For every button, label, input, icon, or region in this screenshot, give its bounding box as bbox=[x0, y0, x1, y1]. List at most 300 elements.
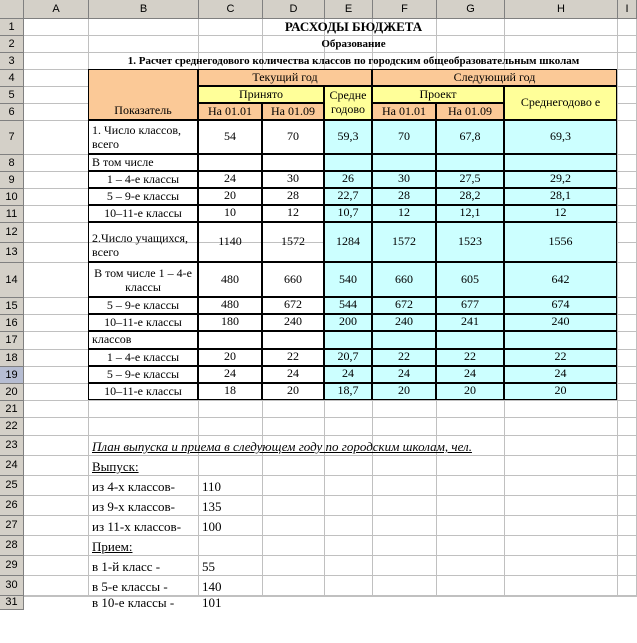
header-project[interactable] bbox=[372, 86, 504, 103]
grid-cell[interactable] bbox=[618, 596, 637, 597]
grid-cell[interactable] bbox=[24, 155, 89, 172]
grid-cell[interactable] bbox=[24, 516, 89, 536]
grid-cell[interactable] bbox=[618, 189, 637, 206]
header-date-01-01-next[interactable] bbox=[372, 103, 436, 120]
table-cell-h-text: 29,2 bbox=[550, 171, 571, 186]
row-header-18[interactable]: 18 bbox=[0, 350, 24, 367]
table-cell-g[interactable] bbox=[436, 205, 504, 222]
grid-cell[interactable] bbox=[618, 121, 637, 155]
table-row-label[interactable] bbox=[88, 297, 198, 314]
grid-cell[interactable] bbox=[89, 418, 199, 436]
grid-cell[interactable] bbox=[24, 456, 89, 476]
grid-cell[interactable] bbox=[437, 418, 505, 436]
grid-cell[interactable] bbox=[618, 401, 637, 418]
row-header-21[interactable]: 21 bbox=[0, 401, 24, 418]
row-header-9[interactable]: 9 bbox=[0, 172, 24, 189]
grid-cell[interactable] bbox=[618, 223, 637, 243]
grid-cell[interactable] bbox=[263, 576, 325, 596]
table-cell-h[interactable] bbox=[504, 314, 617, 331]
grid-cell[interactable] bbox=[618, 516, 637, 536]
table-cell-h[interactable] bbox=[504, 366, 617, 383]
table-cell-c[interactable] bbox=[198, 222, 262, 262]
table-cell-g-text: 677 bbox=[461, 297, 479, 312]
grid-cell[interactable] bbox=[505, 496, 618, 516]
table-row-label[interactable] bbox=[88, 314, 198, 331]
table-cell-h[interactable] bbox=[504, 349, 617, 366]
grid-cell[interactable] bbox=[618, 53, 637, 70]
grid-cell[interactable] bbox=[505, 456, 618, 476]
column-header-b[interactable]: B bbox=[89, 0, 199, 19]
plan-release-11[interactable] bbox=[89, 516, 199, 536]
header-avg-current[interactable] bbox=[324, 86, 372, 120]
grid-cell[interactable] bbox=[325, 456, 373, 476]
column-header-f[interactable]: F bbox=[373, 0, 437, 19]
table-cell-e[interactable] bbox=[324, 222, 372, 262]
table-cell-e-text: 544 bbox=[339, 297, 357, 312]
table-cell-h-text: 12 bbox=[554, 205, 567, 220]
table-row-label-text: 1. Число классов, всего bbox=[92, 123, 181, 152]
table-cell-d[interactable] bbox=[262, 154, 324, 171]
table-cell-c[interactable] bbox=[198, 188, 262, 205]
row-header-24[interactable]: 24 bbox=[0, 456, 24, 476]
table-row-label[interactable] bbox=[88, 331, 198, 349]
grid-cell[interactable] bbox=[437, 456, 505, 476]
grid-cell[interactable] bbox=[325, 536, 373, 556]
table-cell-g[interactable] bbox=[436, 120, 504, 154]
table-cell-g[interactable] bbox=[436, 154, 504, 171]
table-cell-d[interactable] bbox=[262, 120, 324, 154]
table-cell-d[interactable] bbox=[262, 188, 324, 205]
table-row-label[interactable] bbox=[88, 171, 198, 188]
grid-cell[interactable] bbox=[24, 418, 89, 436]
grid-cell[interactable] bbox=[618, 350, 637, 367]
table-cell-c[interactable] bbox=[198, 349, 262, 366]
title-cell[interactable] bbox=[89, 19, 618, 36]
table-cell-g[interactable] bbox=[436, 349, 504, 366]
header-indicator-text: Показатель bbox=[114, 103, 172, 118]
table-cell-g[interactable] bbox=[436, 297, 504, 314]
row-header-1[interactable]: 1 bbox=[0, 19, 24, 36]
select-all-corner[interactable] bbox=[0, 0, 24, 19]
grid-cell[interactable] bbox=[89, 401, 199, 418]
table-cell-c-text: 20 bbox=[224, 349, 236, 364]
grid-cell[interactable] bbox=[24, 87, 89, 104]
grid-cell[interactable] bbox=[263, 596, 325, 597]
grid-cell[interactable] bbox=[505, 516, 618, 536]
table-row-label[interactable] bbox=[88, 120, 198, 154]
grid-cell[interactable] bbox=[24, 263, 89, 298]
plan-admission-10-value[interactable] bbox=[199, 596, 263, 612]
grid-cell[interactable] bbox=[325, 496, 373, 516]
table-cell-e[interactable] bbox=[324, 297, 372, 314]
table-cell-d[interactable] bbox=[262, 366, 324, 383]
plan-title[interactable] bbox=[89, 436, 618, 456]
table-cell-f[interactable] bbox=[372, 366, 436, 383]
section-cell[interactable] bbox=[89, 53, 618, 70]
grid-cell[interactable] bbox=[618, 315, 637, 332]
grid-cell[interactable] bbox=[618, 332, 637, 350]
grid-cell[interactable] bbox=[618, 155, 637, 172]
grid-cell[interactable] bbox=[618, 367, 637, 384]
row-header-7[interactable]: 7 bbox=[0, 121, 24, 155]
row-header-28[interactable]: 28 bbox=[0, 536, 24, 556]
grid-cell[interactable] bbox=[24, 596, 89, 597]
table-cell-f[interactable] bbox=[372, 349, 436, 366]
table-cell-f-text: 24 bbox=[398, 366, 410, 381]
table-cell-h[interactable] bbox=[504, 188, 617, 205]
grid-cell[interactable] bbox=[24, 401, 89, 418]
grid-cell[interactable] bbox=[437, 516, 505, 536]
header-date-01-09-next-text: На 01.09 bbox=[448, 103, 492, 118]
table-row-label[interactable] bbox=[88, 205, 198, 222]
grid-cell[interactable] bbox=[505, 556, 618, 576]
table-row-label[interactable] bbox=[88, 262, 198, 297]
header-date-01-09-current[interactable] bbox=[262, 103, 324, 120]
grid-cell[interactable] bbox=[618, 19, 637, 36]
column-header-h[interactable]: H bbox=[505, 0, 618, 19]
grid-cell[interactable] bbox=[618, 556, 637, 576]
row-header-6[interactable]: 6 bbox=[0, 104, 24, 121]
row-header-27[interactable]: 27 bbox=[0, 516, 24, 536]
grid-cell[interactable] bbox=[373, 516, 437, 536]
table-cell-e[interactable] bbox=[324, 205, 372, 222]
grid-cell[interactable] bbox=[24, 315, 89, 332]
table-cell-c[interactable] bbox=[198, 331, 262, 349]
grid-cell[interactable] bbox=[373, 596, 437, 597]
table-cell-f[interactable] bbox=[372, 331, 436, 349]
table-cell-e[interactable] bbox=[324, 188, 372, 205]
grid-cell[interactable] bbox=[24, 298, 89, 315]
header-indicator[interactable] bbox=[88, 69, 198, 120]
grid-cell[interactable] bbox=[263, 401, 325, 418]
table-cell-f[interactable] bbox=[372, 262, 436, 297]
table-cell-d[interactable] bbox=[262, 222, 324, 262]
header-current-year[interactable] bbox=[198, 69, 372, 86]
table-cell-d[interactable] bbox=[262, 349, 324, 366]
table-cell-g-text: 24 bbox=[464, 366, 476, 381]
table-cell-c[interactable] bbox=[198, 262, 262, 297]
grid-cell[interactable] bbox=[199, 418, 263, 436]
row-header-15[interactable]: 15 bbox=[0, 298, 24, 315]
table-cell-h[interactable] bbox=[504, 222, 617, 262]
grid-cell[interactable] bbox=[24, 189, 89, 206]
table-cell-d-text: 660 bbox=[284, 271, 302, 286]
grid-cell[interactable] bbox=[373, 496, 437, 516]
row-header-13[interactable]: 13 bbox=[0, 243, 24, 263]
plan-release-4[interactable] bbox=[89, 476, 199, 496]
table-cell-e-text: 26 bbox=[342, 171, 354, 186]
row-header-31[interactable]: 31 bbox=[0, 596, 24, 610]
table-cell-c[interactable] bbox=[198, 297, 262, 314]
column-header-c[interactable]: C bbox=[199, 0, 263, 19]
grid-cell[interactable] bbox=[505, 418, 618, 436]
grid-cell[interactable] bbox=[437, 596, 505, 597]
grid-cell[interactable] bbox=[263, 516, 325, 536]
table-cell-h[interactable] bbox=[504, 383, 617, 400]
grid-cell[interactable] bbox=[505, 536, 618, 556]
table-cell-e-text: 18,7 bbox=[337, 383, 359, 398]
grid-cell[interactable] bbox=[325, 418, 373, 436]
table-cell-c[interactable] bbox=[198, 154, 262, 171]
table-cell-e[interactable] bbox=[324, 314, 372, 331]
grid-cell[interactable] bbox=[24, 556, 89, 576]
grid-cell[interactable] bbox=[24, 53, 89, 70]
column-header-e[interactable]: E bbox=[325, 0, 373, 19]
row-header-14[interactable]: 14 bbox=[0, 263, 24, 298]
table-cell-e[interactable] bbox=[324, 154, 372, 171]
grid-cell[interactable] bbox=[618, 536, 637, 556]
grid-cell[interactable] bbox=[263, 556, 325, 576]
row-header-2[interactable]: 2 bbox=[0, 36, 24, 53]
grid-cell[interactable] bbox=[618, 87, 637, 104]
row-header-20[interactable]: 20 bbox=[0, 384, 24, 401]
grid-cell[interactable] bbox=[199, 536, 263, 556]
table-cell-e[interactable] bbox=[324, 120, 372, 154]
grid-cell[interactable] bbox=[263, 536, 325, 556]
row-header-4[interactable]: 4 bbox=[0, 70, 24, 87]
header-next-year[interactable] bbox=[372, 69, 617, 86]
plan-release-11-value[interactable] bbox=[199, 516, 263, 536]
grid-cell[interactable] bbox=[437, 576, 505, 596]
grid-cell[interactable] bbox=[437, 536, 505, 556]
header-date-01-09-next[interactable] bbox=[436, 103, 504, 120]
grid-cell[interactable] bbox=[24, 36, 89, 53]
table-cell-c[interactable] bbox=[198, 314, 262, 331]
table-row-label[interactable] bbox=[88, 366, 198, 383]
row-header-12[interactable]: 12 bbox=[0, 223, 24, 243]
table-cell-d[interactable] bbox=[262, 314, 324, 331]
grid-cell[interactable] bbox=[325, 516, 373, 536]
grid-cell[interactable] bbox=[325, 576, 373, 596]
grid-cell[interactable] bbox=[618, 206, 637, 223]
grid-cell[interactable] bbox=[437, 496, 505, 516]
grid-cell[interactable] bbox=[618, 263, 637, 298]
grid-cell[interactable] bbox=[24, 243, 89, 263]
plan-admission-label[interactable] bbox=[89, 536, 199, 556]
grid-cell[interactable] bbox=[199, 456, 263, 476]
table-cell-h[interactable] bbox=[504, 120, 617, 154]
table-cell-d[interactable] bbox=[262, 383, 324, 400]
table-cell-f[interactable] bbox=[372, 205, 436, 222]
table-cell-f[interactable] bbox=[372, 188, 436, 205]
grid-cell[interactable] bbox=[24, 350, 89, 367]
grid-cell[interactable] bbox=[373, 556, 437, 576]
grid-cell[interactable] bbox=[618, 70, 637, 87]
grid-cell[interactable] bbox=[24, 576, 89, 596]
table-row-label-text: 10–11-е классы bbox=[104, 205, 182, 220]
grid-cell[interactable] bbox=[263, 496, 325, 516]
table-cell-f[interactable] bbox=[372, 383, 436, 400]
table-cell-f[interactable] bbox=[372, 222, 436, 262]
grid-cell[interactable] bbox=[373, 401, 437, 418]
table-cell-e[interactable] bbox=[324, 331, 372, 349]
grid-cell[interactable] bbox=[325, 476, 373, 496]
grid-cell[interactable] bbox=[24, 206, 89, 223]
plan-release-11-text: из 11-х классов- bbox=[92, 519, 182, 535]
grid-cell[interactable] bbox=[618, 384, 637, 401]
table-cell-c[interactable] bbox=[198, 383, 262, 400]
grid-cell[interactable] bbox=[437, 556, 505, 576]
grid-cell[interactable] bbox=[373, 536, 437, 556]
grid-cell[interactable] bbox=[263, 476, 325, 496]
row-header-3[interactable]: 3 bbox=[0, 53, 24, 70]
grid-cell[interactable] bbox=[505, 401, 618, 418]
table-cell-h[interactable] bbox=[504, 262, 617, 297]
header-date-01-01-current[interactable] bbox=[198, 103, 262, 120]
table-cell-g[interactable] bbox=[436, 314, 504, 331]
table-cell-f[interactable] bbox=[372, 314, 436, 331]
table-cell-c[interactable] bbox=[198, 205, 262, 222]
grid-cell[interactable] bbox=[618, 36, 637, 53]
plan-admission-1-value[interactable] bbox=[199, 556, 263, 576]
grid-cell[interactable] bbox=[263, 456, 325, 476]
subtitle-cell[interactable] bbox=[89, 36, 618, 53]
header-avg-next[interactable] bbox=[504, 86, 617, 120]
table-cell-d[interactable] bbox=[262, 262, 324, 297]
table-cell-g[interactable] bbox=[436, 188, 504, 205]
grid-cell[interactable] bbox=[24, 172, 89, 189]
table-cell-e[interactable] bbox=[324, 383, 372, 400]
grid-cell[interactable] bbox=[199, 401, 263, 418]
grid-cell[interactable] bbox=[618, 436, 637, 456]
plan-admission-5[interactable] bbox=[89, 576, 199, 596]
plan-admission-5-value[interactable] bbox=[199, 576, 263, 596]
table-row-label[interactable] bbox=[88, 188, 198, 205]
grid-cell[interactable] bbox=[505, 596, 618, 597]
grid-cell[interactable] bbox=[505, 476, 618, 496]
table-cell-e[interactable] bbox=[324, 262, 372, 297]
header-date-01-01-current-text: На 01.01 bbox=[208, 103, 252, 118]
grid-cell[interactable] bbox=[325, 401, 373, 418]
table-cell-c[interactable] bbox=[198, 120, 262, 154]
row-header-17[interactable]: 17 bbox=[0, 332, 24, 350]
grid-cell[interactable] bbox=[437, 476, 505, 496]
grid-cell[interactable] bbox=[263, 418, 325, 436]
table-cell-c[interactable] bbox=[198, 171, 262, 188]
table-cell-g[interactable] bbox=[436, 383, 504, 400]
grid-cell[interactable] bbox=[618, 576, 637, 596]
plan-release-9-text: из 9-х классов- bbox=[92, 499, 176, 515]
grid-cell[interactable] bbox=[618, 476, 637, 496]
grid-cell[interactable] bbox=[618, 456, 637, 476]
table-cell-h[interactable] bbox=[504, 297, 617, 314]
table-cell-f[interactable] bbox=[372, 120, 436, 154]
grid-cell[interactable] bbox=[437, 401, 505, 418]
table-cell-f[interactable] bbox=[372, 297, 436, 314]
table-cell-h[interactable] bbox=[504, 205, 617, 222]
table-cell-f[interactable] bbox=[372, 154, 436, 171]
column-header-i[interactable]: I bbox=[618, 0, 637, 19]
row-header-22[interactable]: 22 bbox=[0, 418, 24, 436]
grid-cell[interactable] bbox=[618, 298, 637, 315]
plan-release-label[interactable] bbox=[89, 456, 199, 476]
row-header-8[interactable]: 8 bbox=[0, 155, 24, 172]
grid-cell[interactable] bbox=[373, 456, 437, 476]
table-cell-d[interactable] bbox=[262, 297, 324, 314]
plan-admission-10[interactable] bbox=[89, 596, 199, 612]
table-cell-g[interactable] bbox=[436, 171, 504, 188]
grid-cell[interactable] bbox=[373, 476, 437, 496]
table-cell-h[interactable] bbox=[504, 154, 617, 171]
row-header-30[interactable]: 30 bbox=[0, 576, 24, 596]
grid-cell[interactable] bbox=[325, 556, 373, 576]
grid-cell[interactable] bbox=[24, 367, 89, 384]
table-cell-h[interactable] bbox=[504, 171, 617, 188]
row-header-5[interactable]: 5 bbox=[0, 87, 24, 104]
table-cell-e-text: 20,7 bbox=[337, 349, 359, 364]
grid-cell[interactable] bbox=[24, 536, 89, 556]
grid-cell[interactable] bbox=[618, 243, 637, 263]
grid-cell[interactable] bbox=[618, 496, 637, 516]
table-row-label[interactable] bbox=[88, 383, 198, 400]
grid-cell[interactable] bbox=[618, 418, 637, 436]
row-header-10[interactable]: 10 bbox=[0, 189, 24, 206]
column-header-g[interactable]: G bbox=[437, 0, 505, 19]
row-header-26[interactable]: 26 bbox=[0, 496, 24, 516]
grid-cell[interactable] bbox=[325, 596, 373, 597]
grid-cell[interactable] bbox=[24, 104, 89, 121]
row-header-29[interactable]: 29 bbox=[0, 556, 24, 576]
table-cell-e-text: 1284 bbox=[336, 234, 360, 249]
row-header-16[interactable]: 16 bbox=[0, 315, 24, 332]
table-row-label[interactable] bbox=[88, 222, 198, 262]
grid-cell[interactable] bbox=[24, 223, 89, 243]
table-cell-g[interactable] bbox=[436, 262, 504, 297]
row-header-11[interactable]: 11 bbox=[0, 206, 24, 223]
grid-cell[interactable] bbox=[618, 172, 637, 189]
grid-cell[interactable] bbox=[618, 104, 637, 121]
plan-release-9-value[interactable] bbox=[199, 496, 263, 516]
plan-title-text: План выпуска и приема в следующем году по городским школам, чел. bbox=[92, 439, 472, 455]
row-header-23[interactable]: 23 bbox=[0, 436, 24, 456]
table-row-label[interactable] bbox=[88, 349, 198, 366]
table-cell-g[interactable] bbox=[436, 331, 504, 349]
column-header-d[interactable]: D bbox=[263, 0, 325, 19]
plan-release-9[interactable] bbox=[89, 496, 199, 516]
table-cell-e[interactable] bbox=[324, 171, 372, 188]
table-cell-f[interactable] bbox=[372, 171, 436, 188]
plan-release-4-value[interactable] bbox=[199, 476, 263, 496]
table-cell-f-text: 70 bbox=[398, 129, 410, 144]
grid-cell[interactable] bbox=[24, 496, 89, 516]
table-cell-h[interactable] bbox=[504, 331, 617, 349]
header-accepted[interactable] bbox=[198, 86, 324, 103]
grid-cell[interactable] bbox=[24, 332, 89, 350]
plan-admission-1[interactable] bbox=[89, 556, 199, 576]
grid-cell[interactable] bbox=[24, 384, 89, 401]
grid-cell[interactable] bbox=[24, 70, 89, 87]
table-cell-g[interactable] bbox=[436, 366, 504, 383]
table-cell-e[interactable] bbox=[324, 366, 372, 383]
grid-cell[interactable] bbox=[373, 418, 437, 436]
grid-cell[interactable] bbox=[24, 121, 89, 155]
row-header-19[interactable]: 19 bbox=[0, 367, 24, 384]
grid-cell[interactable] bbox=[24, 436, 89, 456]
table-cell-c[interactable] bbox=[198, 366, 262, 383]
grid-cell[interactable] bbox=[373, 576, 437, 596]
table-cell-d[interactable] bbox=[262, 205, 324, 222]
grid-cell[interactable] bbox=[24, 476, 89, 496]
grid-cell[interactable] bbox=[24, 19, 89, 36]
row-header-25[interactable]: 25 bbox=[0, 476, 24, 496]
table-cell-g[interactable] bbox=[436, 222, 504, 262]
column-header-a[interactable]: A bbox=[24, 0, 89, 19]
grid-cell[interactable] bbox=[505, 576, 618, 596]
table-cell-d[interactable] bbox=[262, 331, 324, 349]
table-cell-d[interactable] bbox=[262, 171, 324, 188]
table-row-label[interactable] bbox=[88, 154, 198, 171]
table-cell-e[interactable] bbox=[324, 349, 372, 366]
